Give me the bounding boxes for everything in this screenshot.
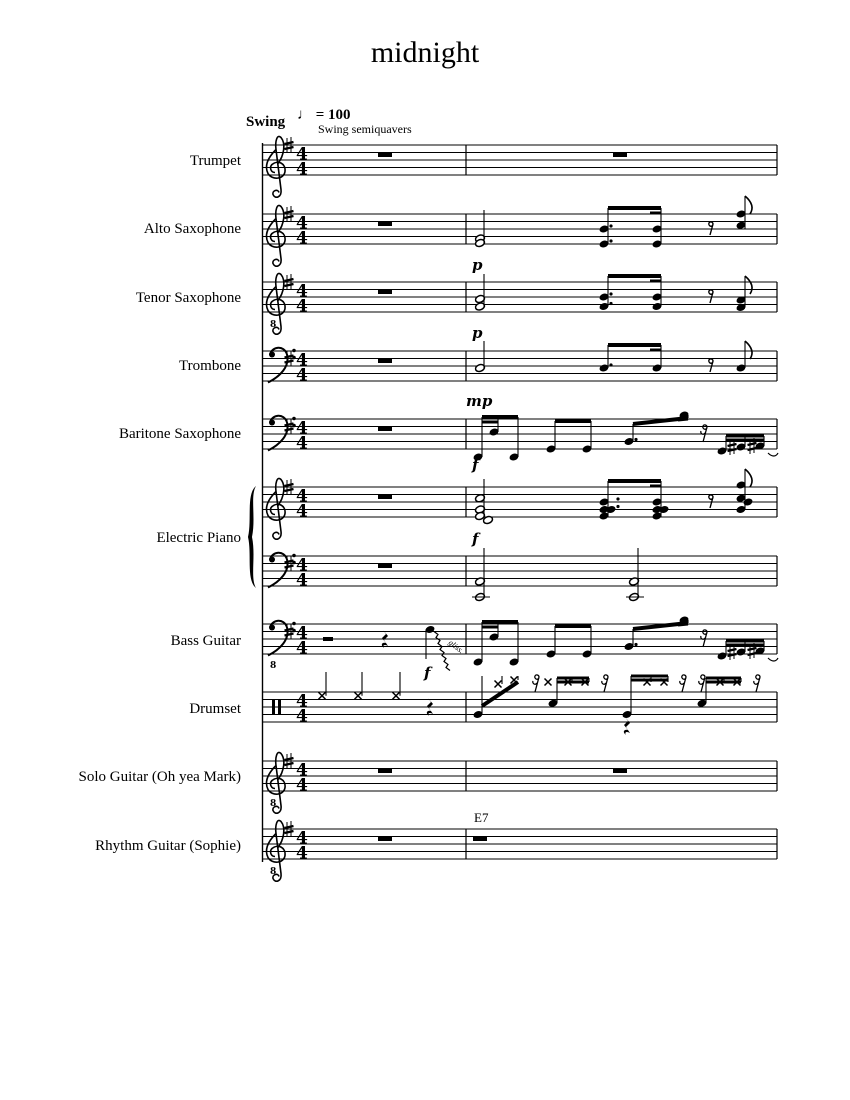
augmentation-dot — [634, 438, 637, 441]
bass-clef-icon — [268, 621, 296, 656]
instrument-label-baritone-sax: Baritone Saxophone — [118, 426, 241, 442]
time-signature-bottom: 4 — [296, 501, 308, 522]
dynamic-mp-trombone: mp — [466, 392, 493, 410]
whole-rest — [378, 837, 392, 842]
augmentation-dot — [616, 497, 619, 500]
tie — [768, 658, 778, 661]
treble-clef-icon — [266, 478, 285, 539]
instrument-label-electric-piano: Electric Piano — [156, 530, 241, 546]
whole-rest — [473, 837, 487, 842]
percussion-clef-icon — [272, 700, 275, 715]
whole-rest — [378, 359, 392, 364]
eighth-rest — [709, 222, 713, 235]
time-signature-bottom: 4 — [296, 843, 308, 864]
whole-rest — [378, 495, 392, 500]
bass-clef-icon — [268, 553, 296, 588]
tempo-bpm: = 100 — [315, 107, 351, 123]
staff-alto-sax — [263, 205, 777, 266]
octave-mark: 8 — [270, 320, 277, 330]
time-signature-bottom: 4 — [296, 433, 308, 454]
time-signature-bottom: 4 — [296, 296, 308, 317]
sixteenth-rest — [701, 425, 707, 442]
time-signature-top: 4 — [296, 760, 308, 781]
piano-brace — [248, 486, 256, 588]
time-signature-top: 4 — [296, 281, 308, 302]
hihat-x-notehead — [319, 692, 326, 699]
staff-trumpet — [263, 136, 777, 197]
staff-lines — [263, 136, 777, 881]
chord-symbol: E7 — [474, 810, 489, 825]
quarter-rest — [624, 717, 630, 735]
dynamic-f-bass: f — [424, 664, 431, 682]
dynamic-f-piano: f — [472, 530, 479, 548]
whole-rest — [378, 290, 392, 295]
instrument-label-bass-guitar: Bass Guitar — [170, 633, 241, 649]
instrument-label-trumpet: Trumpet — [189, 153, 241, 169]
dynamic-p-alto: p — [472, 256, 483, 274]
bass-clef-icon — [268, 416, 296, 451]
whole-rest — [613, 153, 627, 158]
augmentation-dot — [609, 363, 612, 366]
time-signature-top: 4 — [296, 828, 308, 849]
staff-drumset — [263, 692, 777, 727]
whole-rest — [378, 564, 392, 569]
bass-clef-icon — [268, 348, 296, 383]
time-signature-bottom: 4 — [296, 365, 308, 386]
augmentation-dot — [609, 224, 612, 227]
sixteenth-rest — [533, 675, 539, 692]
octave-mark: 8 — [270, 799, 277, 809]
swing-subtitle: Swing semiquavers — [318, 122, 412, 136]
staff-bass-guitar — [263, 621, 777, 671]
augmentation-dot — [609, 302, 612, 305]
instrument-label-rhythm-guitar: Rhythm Guitar (Sophie) — [95, 838, 241, 854]
time-signature-top: 4 — [296, 555, 308, 576]
staff-piano-lh — [263, 553, 777, 591]
time-signature-bottom: 4 — [296, 159, 308, 180]
treble-clef-icon — [266, 136, 285, 197]
time-signature-top: 4 — [296, 213, 308, 234]
staff-baritone-sax — [263, 416, 777, 454]
note-beam — [678, 419, 688, 420]
sixteenth-rest — [701, 630, 707, 647]
hihat-x-notehead — [495, 681, 502, 688]
hihat-x-notehead — [355, 692, 362, 699]
time-signature-top: 4 — [296, 691, 308, 712]
note-beam — [678, 624, 688, 625]
notation — [319, 153, 779, 842]
instrument-label-drumset: Drumset — [189, 701, 241, 717]
notehead — [659, 505, 670, 514]
whole-rest — [613, 769, 627, 774]
whole-rest — [378, 769, 392, 774]
glissando-label: gliss. — [446, 637, 466, 656]
tie — [768, 453, 778, 456]
staff-rhythm-guitar — [263, 820, 777, 881]
time-signature-top: 4 — [296, 623, 308, 644]
sixteenth-rest — [754, 675, 760, 692]
instrument-label-alto-sax: Alto Saxophone — [143, 221, 241, 237]
time-signature-bottom: 4 — [296, 228, 308, 249]
sixteenth-rest — [699, 675, 705, 692]
score-title: midnight — [370, 36, 480, 69]
augmentation-dot — [609, 239, 612, 242]
treble-clef-icon — [266, 205, 285, 266]
percussion-clef-icon — [278, 700, 281, 715]
glissando-line — [434, 632, 450, 671]
augmentation-dot — [616, 505, 619, 508]
instrument-label-solo-guitar: Solo Guitar (Oh yea Mark) — [78, 769, 241, 785]
staff-piano-rh — [263, 478, 777, 539]
time-signature-top: 4 — [296, 350, 308, 371]
note-flag — [745, 196, 752, 214]
whole-rest — [378, 153, 392, 158]
time-signature-top: 4 — [296, 486, 308, 507]
hihat-x-notehead — [545, 679, 552, 686]
time-signature-top: 4 — [296, 144, 308, 165]
hihat-x-notehead — [393, 692, 400, 699]
staff-trombone — [263, 348, 777, 386]
augmentation-dot — [634, 643, 637, 646]
note-flag — [745, 341, 752, 359]
whole-rest — [378, 222, 392, 227]
eighth-rest — [709, 359, 713, 372]
dynamic-f-baritone: f — [472, 456, 479, 474]
notehead — [606, 505, 617, 514]
time-signature-top: 4 — [296, 418, 308, 439]
instrument-label-tenor-sax: Tenor Saxophone — [135, 290, 241, 306]
instrument-label-trombone: Trombone — [179, 358, 241, 374]
augmentation-dot — [609, 292, 612, 295]
quarter-note-icon: ♩ — [297, 107, 312, 123]
time-signature-bottom: 4 — [296, 638, 308, 659]
dynamic-p-tenor: p — [472, 324, 483, 342]
octave-mark: 8 — [270, 661, 277, 671]
tempo-style: Swing — [246, 114, 286, 130]
dynamics-layer — [423, 256, 493, 825]
note-flag — [745, 276, 752, 294]
time-signature-bottom: 4 — [296, 570, 308, 591]
eighth-rest — [709, 495, 713, 508]
sixteenth-rest — [602, 675, 608, 692]
staff-solo-guitar — [263, 752, 777, 813]
sixteenth-rest — [680, 675, 686, 692]
staff-tenor-sax — [263, 273, 777, 334]
note-flag — [745, 469, 752, 487]
time-signature-bottom: 4 — [296, 706, 308, 727]
eighth-rest — [709, 290, 713, 303]
half-rest — [323, 637, 333, 641]
time-signature-bottom: 4 — [296, 775, 308, 796]
octave-mark: 8 — [270, 867, 277, 877]
whole-rest — [378, 427, 392, 432]
